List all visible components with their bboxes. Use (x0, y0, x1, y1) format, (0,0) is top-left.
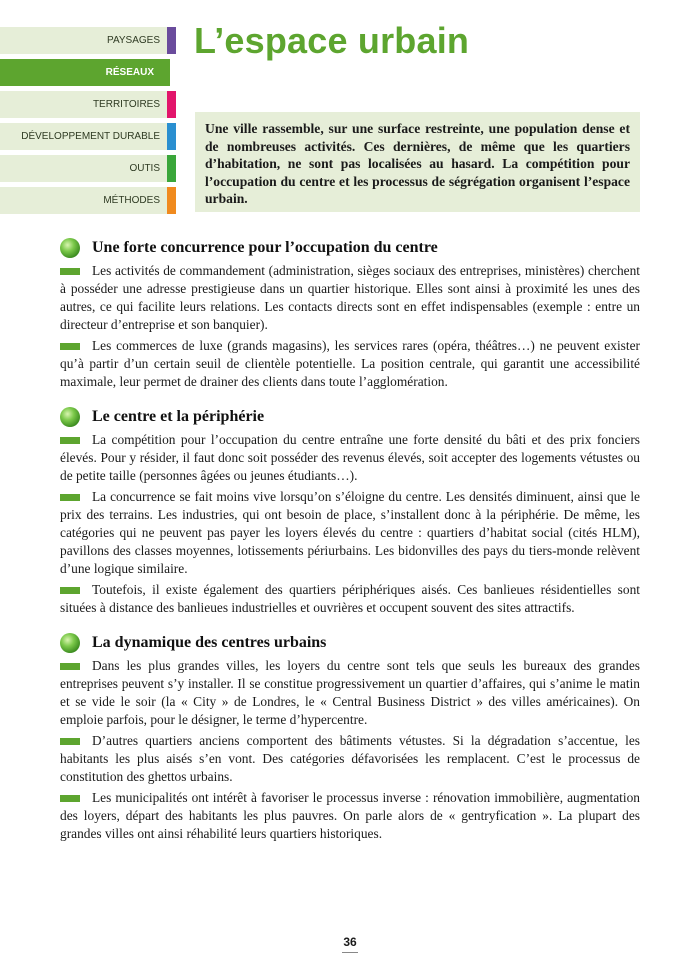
paragraph (60, 337, 640, 391)
nav-tab-outis[interactable] (0, 155, 176, 182)
section-centre-peripherie (60, 407, 640, 617)
nav-tab-label: OUTIS (129, 163, 160, 174)
paragraph-text: Les activités de commandement (administration, sièges sociaux des entreprises, ministères) cherchent à posséder une adresse prestigieuse dans un quartier historique. Elles sont ainsi à proximité les unes des autres, ce qui facilite leurs relations. Les contacts directs sont en effet indispensables (exemple : entre un directeur d’entreprise et son banquier). (60, 263, 640, 332)
nav-tab-methodes[interactable] (0, 187, 176, 214)
nav-tab-color-bar (167, 123, 176, 150)
green-dash-marker-icon (60, 587, 80, 594)
nav-tab-color-bar (167, 155, 176, 182)
paragraph (60, 789, 640, 843)
green-dash-marker-icon (60, 494, 80, 501)
paragraph (60, 431, 640, 485)
nav-tab-developpement-durable[interactable] (0, 123, 176, 150)
section-heading (60, 238, 640, 258)
paragraph-text: D’autres quartiers anciens comportent des bâtiments vétustes. Si la dégradation s’accentue, les habitants les plus aisés s’en vont. Des catégories défavorisées les remplacent. C’est le processus de constitution des ghettos urbains. (60, 733, 640, 784)
nav-tab-label: TERRITOIRES (92, 99, 160, 110)
green-dash-marker-icon (60, 268, 80, 275)
green-dash-marker-icon (60, 663, 80, 670)
intro-box: Une ville rassemble, sur une surface restreinte, une population dense et de nombreuses activités. Ces dernières, de même que les quartiers d’habitation, ne sont pas localisées au hasard. La compétition pour l’occupation du centre et les processus de ségrégation organisent l’espace urbain. (195, 112, 640, 212)
section-concurrence-centre (60, 238, 640, 391)
page-number: 36 (343, 935, 357, 949)
green-dash-marker-icon (60, 343, 80, 350)
section-nav (0, 27, 176, 219)
green-orb-icon (60, 238, 80, 258)
nav-tab-color-bar (167, 187, 176, 214)
nav-tab-territoires[interactable] (0, 91, 176, 118)
section-heading-text: La dynamique des centres urbains (92, 634, 327, 651)
paragraph-text: Dans les plus grandes villes, les loyers du centre sont tels que seuls les bureaux des grandes entreprises peuvent s’y installer. Il se constitue progressivement un quartier d’affaires, qui s’anime le matin et se vide le soir (la « City » de Londres, le « Central Business District » des villes américaines). On emploie parfois, pour le désigner, le terme d’hypercentre. (60, 658, 640, 727)
nav-tab-label: PAYSAGES (107, 35, 160, 46)
paragraph-text: Les commerces de luxe (grands magasins), les services rares (opéra, théâtres…) ne peuvent exister qu’à partir d’un certain seuil de clientèle potentielle. La position centrale, qui garantit une accessibilité maximale, leur permet de drainer des clients dans toute l’agglomération. (60, 338, 640, 389)
paragraph (60, 657, 640, 729)
page-number-rule (342, 952, 358, 953)
paragraph-text: La concurrence se fait moins vive lorsqu’on s’éloigne du centre. Les densités diminuent, ainsi que le prix des terrains. Les industries, qui ont besoin de place, s’installent donc à la périphérie. De même, les catégories qui ne peuvent pas payer les loyers élevés du centre : quartiers d’habitat social (cités HLM), pavillons des classes moyennes, lotissements périurbains. Les bidonvilles des pays du tiers-monde relèvent d’une logique similaire. (60, 489, 640, 576)
paragraph (60, 732, 640, 786)
nav-tab-label: DÉVELOPPEMENT DURABLE (21, 131, 160, 142)
nav-tab-label: MÉTHODES (103, 195, 160, 206)
green-orb-icon (60, 633, 80, 653)
nav-tab-color-bar (167, 27, 176, 54)
green-dash-marker-icon (60, 437, 80, 444)
nav-tab-label: RÉSEAUX (105, 67, 154, 78)
section-heading-text: Une forte concurrence pour l’occupation du centre (92, 239, 438, 256)
paragraph-text: La compétition pour l’occupation du centre entraîne une forte densité du bâti et des prix fonciers élevés. Pour y résider, il faut donc soit posséder des revenus élevés, soit accepter des logements vétustes ou de petite taille (personnes âgées ou jeunes étudiants…). (60, 432, 640, 483)
section-heading (60, 633, 640, 653)
section-dynamique-centres (60, 633, 640, 843)
green-orb-icon (60, 407, 80, 427)
nav-tab-paysages[interactable] (0, 27, 176, 54)
nav-tab-color-bar (167, 91, 176, 118)
green-dash-marker-icon (60, 738, 80, 745)
paragraph (60, 262, 640, 334)
section-heading-text: Le centre et la périphérie (92, 408, 265, 425)
paragraph (60, 488, 640, 578)
paragraph-text: Toutefois, il existe également des quartiers périphériques aisés. Ces banlieues résidentielles sont situées à distance des banlieues industrielles et ouvrières et occupent souvent des sites attractifs. (60, 582, 640, 615)
section-heading (60, 407, 640, 427)
paragraph (60, 581, 640, 617)
green-dash-marker-icon (60, 795, 80, 802)
main-content (60, 238, 640, 859)
nav-tab-reseaux[interactable] (0, 59, 170, 86)
paragraph-text: Les municipalités ont intérêt à favoriser le processus inverse : rénovation immobilière, augmentation des loyers, départ des habitants les plus pauvres. On parle alors de « gentryfication ». La plupart des grandes villes ont ainsi réhabilité leurs quartiers historiques. (60, 790, 640, 841)
page-title: L’espace urbain (194, 20, 470, 61)
